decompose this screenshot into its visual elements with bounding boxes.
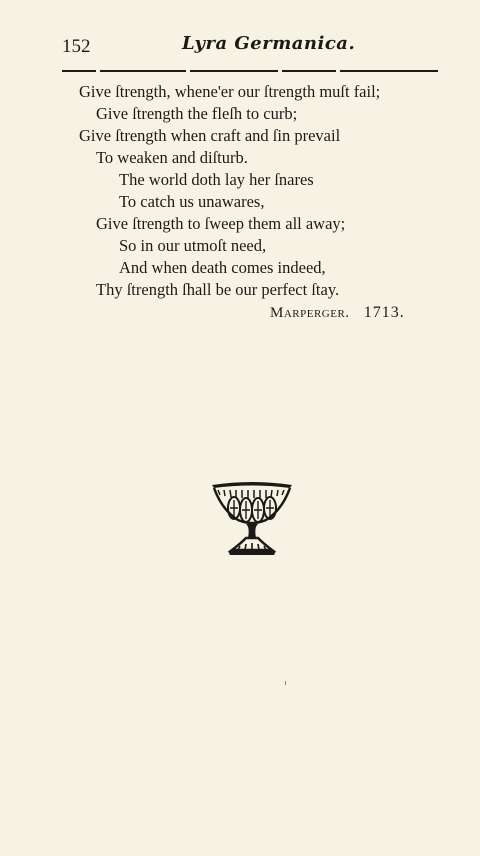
running-head: Lyra Germanica. xyxy=(182,33,356,54)
poem-line: Thy ſtrength ſhall be our perfect ſtay. xyxy=(96,280,340,299)
paper-speck xyxy=(285,681,286,685)
page-number: 152 xyxy=(62,36,91,57)
poem-line: To catch us unawares, xyxy=(119,192,265,211)
header-rule-segment xyxy=(62,70,96,72)
attribution xyxy=(270,304,405,322)
header-rule-segment xyxy=(100,70,186,72)
poem-line: So in our utmoſt need, xyxy=(119,236,267,255)
poem-line: Give ſtrength, whene'er our ſtrength muſt fail; xyxy=(79,82,381,101)
poem-line: Give ſtrength to ſweep them all away; xyxy=(96,214,346,233)
header-rule-segment xyxy=(190,70,278,72)
author-name: Marperger. xyxy=(270,305,350,321)
year: 1713. xyxy=(363,304,405,321)
header-rule-segment xyxy=(282,70,336,72)
poem-line: To weaken and diſturb. xyxy=(96,148,248,167)
poem-line: Give ſtrength the fleſh to curb; xyxy=(96,104,298,123)
poem-line: Give ſtrength when craft and ſin prevail xyxy=(79,126,341,145)
poem-line: And when death comes indeed, xyxy=(119,258,326,277)
header-rule-segment xyxy=(340,70,438,72)
poem-line: The world doth lay her ſnares xyxy=(119,170,314,189)
chalice-ornament-icon xyxy=(210,480,294,560)
